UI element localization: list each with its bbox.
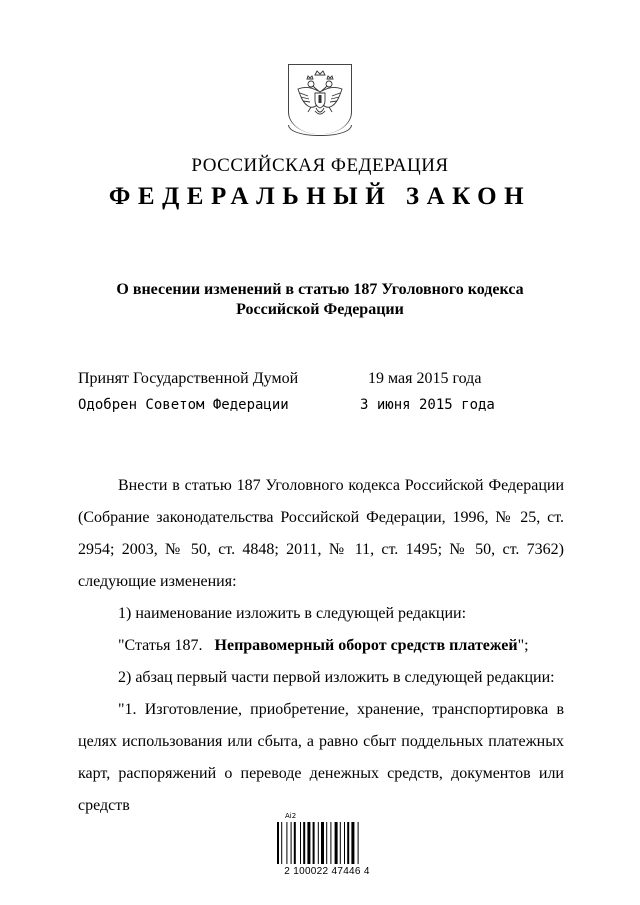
item-1-paragraph: 1) наименование изложить в следующей редакции: xyxy=(118,605,467,622)
quote-prefix: "Статья 187. xyxy=(118,637,203,654)
item-2-paragraph: 2) абзац первый части первой изложить в следующей редакции: xyxy=(118,669,555,686)
barcode-number: 2 100022 47446 4 xyxy=(284,866,370,877)
russian-coat-of-arms-icon xyxy=(291,67,349,123)
country-heading: РОССИЙСКАЯ ФЕДЕРАЦИЯ xyxy=(191,155,449,176)
law-type-heading: ФЕДЕРАЛЬНЫЙ ЗАКОН xyxy=(108,183,532,210)
council-approval-date: 3 июня 2015 года xyxy=(360,397,495,413)
barcode-top-text: Ai2 xyxy=(285,812,297,820)
law-body xyxy=(78,470,564,822)
duma-adoption-date: 19 мая 2015 года xyxy=(368,370,482,387)
law-title xyxy=(100,280,540,320)
law-title-line-2: Российской Федерации xyxy=(236,301,404,318)
barcode xyxy=(267,812,387,884)
law-title-line-1: О внесении изменений в статью 187 Уголовного кодекса xyxy=(116,281,524,298)
council-approval-label: Одобрен Советом Федерации xyxy=(78,397,289,413)
duma-adoption-row xyxy=(78,370,558,388)
item-2-text: "1. Изготовление, приобретение, хранение, транспортировка в целях использования или сбыта, а равно сбыт поддельных платежных карт, распоряжений о переводе денежных средств, документов или средств xyxy=(78,701,564,814)
duma-adoption-label: Принят Государственной Думой xyxy=(78,370,299,387)
article-new-title: Неправомерный оборот средств платежей xyxy=(214,637,518,654)
barcode-bars xyxy=(267,812,387,866)
emblem-frame xyxy=(288,64,352,134)
council-approval-row xyxy=(78,397,558,413)
quote-suffix: "; xyxy=(517,637,529,654)
intro-paragraph: Внести в статью 187 Уголовного кодекса Российской Федерации (Собрание законодательства Российской Федерации, 1996, № 25, ст. 2954; 2003, № 50, ст. 4848; 2011, № 11, ст. 1495; № 50, ст. 7362) следующие изменения: xyxy=(78,477,564,590)
item-1-quote xyxy=(78,630,564,662)
